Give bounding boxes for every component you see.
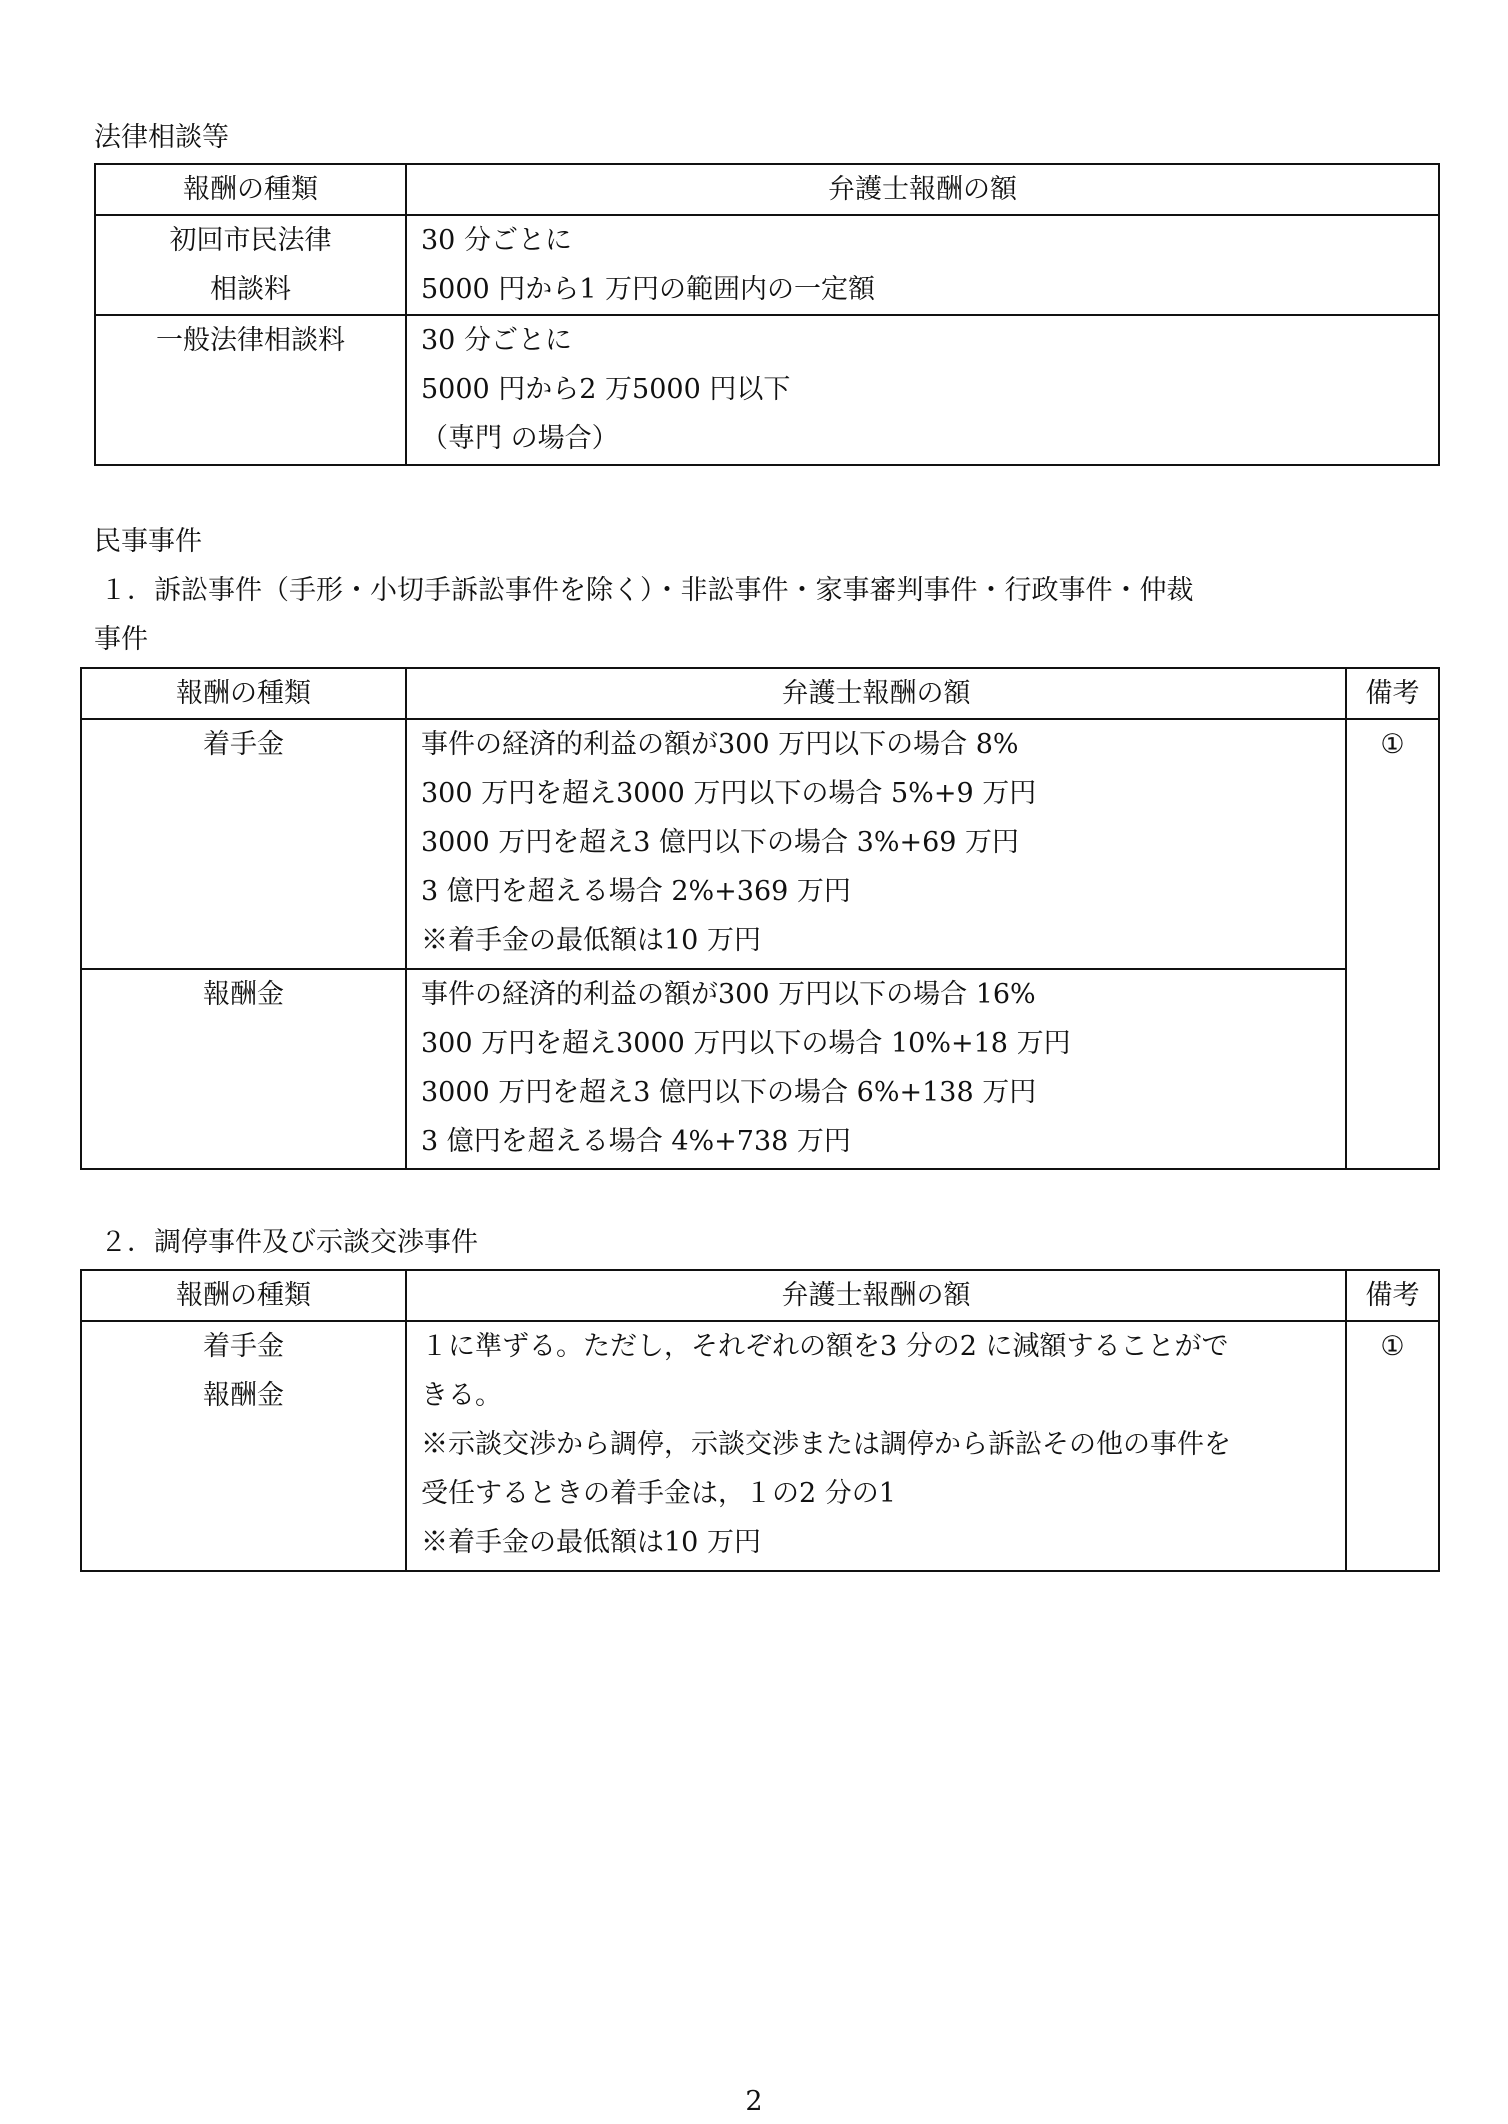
subsection-title-litigation-cont: 事件 xyxy=(94,624,148,655)
fee-type-cell xyxy=(95,215,406,315)
fee-amount-cell xyxy=(406,1321,1346,1571)
table-header-row xyxy=(81,1270,1439,1321)
fee-type-line: 一般法律相談料 xyxy=(156,325,345,356)
remark-cell: ① xyxy=(1346,1321,1439,1571)
header-remark: 備考 xyxy=(1346,668,1439,719)
fee-amount-line: 3 億円を超える場合 4%+738 万円 xyxy=(421,1126,851,1157)
fee-amount-line: ※示談交渉から調停，示談交渉または調停から訴訟その他の事件を xyxy=(421,1429,1231,1460)
fee-amount-cell xyxy=(406,719,1346,969)
remark-cell: ① xyxy=(1346,719,1439,1169)
fee-type-cell xyxy=(81,969,406,1169)
table-row xyxy=(95,215,1439,315)
fee-type-line: 着手金 xyxy=(203,729,284,760)
fee-amount-line: 3000 万円を超え3 億円以下の場合 3%+69 万円 xyxy=(421,827,1020,858)
section-title-civil-cases: 民事事件 xyxy=(94,526,202,557)
header-fee-type: 報酬の種類 xyxy=(81,668,406,719)
table-header-row xyxy=(95,164,1439,215)
fee-type-line: 報酬金 xyxy=(203,1380,284,1411)
fee-amount-line: 5000 円から1 万円の範囲内の一定額 xyxy=(421,274,876,305)
fee-amount-line: 5000 円から2 万5000 円以下 xyxy=(421,374,791,405)
fee-amount-line: きる。 xyxy=(421,1380,502,1411)
fee-amount-line: ※着手金の最低額は10 万円 xyxy=(421,1527,761,1558)
fee-type-line: 報酬金 xyxy=(203,979,284,1010)
fee-type-line: 相談料 xyxy=(210,274,291,305)
table-row xyxy=(81,719,1439,969)
subsection-title-litigation: １．訴訟事件（手形・小切手訴訟事件を除く）・非訟事件・家事審判事件・行政事件・仲裁 xyxy=(100,575,1194,606)
litigation-fee-table xyxy=(80,667,1440,1170)
fee-amount-line: ※着手金の最低額は10 万円 xyxy=(421,925,761,956)
fee-amount-line: １に準ずる。ただし，それぞれの額を3 分の2 に減額することがで xyxy=(421,1331,1229,1362)
header-fee-amount: 弁護士報酬の額 xyxy=(406,164,1439,215)
fee-amount-line: 300 万円を超え3000 万円以下の場合 5%+9 万円 xyxy=(421,778,1037,809)
fee-amount-line: 事件の経済的利益の額が300 万円以下の場合 8% xyxy=(421,729,1019,760)
fee-type-line: 初回市民法律 xyxy=(169,225,332,256)
header-remark: 備考 xyxy=(1346,1270,1439,1321)
subsection-title-mediation: ２．調停事件及び示談交渉事件 xyxy=(100,1227,478,1258)
header-fee-type: 報酬の種類 xyxy=(81,1270,406,1321)
fee-amount-line: （専門 の場合） xyxy=(421,423,619,454)
fee-amount-line: 3000 万円を超え3 億円以下の場合 6%+138 万円 xyxy=(421,1077,1037,1108)
fee-amount-line: 300 万円を超え3000 万円以下の場合 10%+18 万円 xyxy=(421,1028,1071,1059)
mediation-fee-table xyxy=(80,1269,1440,1572)
page-number: 2 xyxy=(745,2086,763,2117)
fee-amount-line: 事件の経済的利益の額が300 万円以下の場合 16% xyxy=(421,979,1036,1010)
fee-amount-line: 3 億円を超える場合 2%+369 万円 xyxy=(421,876,851,907)
fee-amount-line: 30 分ごとに xyxy=(421,225,572,256)
fee-amount-line: 30 分ごとに xyxy=(421,325,572,356)
fee-type-cell xyxy=(81,719,406,969)
fee-type-line: 着手金 xyxy=(203,1331,284,1362)
fee-amount-cell xyxy=(406,969,1346,1169)
header-fee-type: 報酬の種類 xyxy=(95,164,406,215)
fee-amount-cell xyxy=(406,315,1439,465)
fee-amount-cell xyxy=(406,215,1439,315)
fee-amount-line: 受任するときの着手金は，１の2 分の1 xyxy=(421,1478,896,1509)
table-row xyxy=(81,969,1439,1169)
header-fee-amount: 弁護士報酬の額 xyxy=(406,1270,1346,1321)
header-fee-amount: 弁護士報酬の額 xyxy=(406,668,1346,719)
fee-type-cell xyxy=(81,1321,406,1571)
table-header-row xyxy=(81,668,1439,719)
consultation-fee-table xyxy=(94,163,1440,466)
section-title-legal-consultation: 法律相談等 xyxy=(94,122,229,153)
table-row xyxy=(95,315,1439,465)
fee-type-cell xyxy=(95,315,406,465)
table-row xyxy=(81,1321,1439,1571)
